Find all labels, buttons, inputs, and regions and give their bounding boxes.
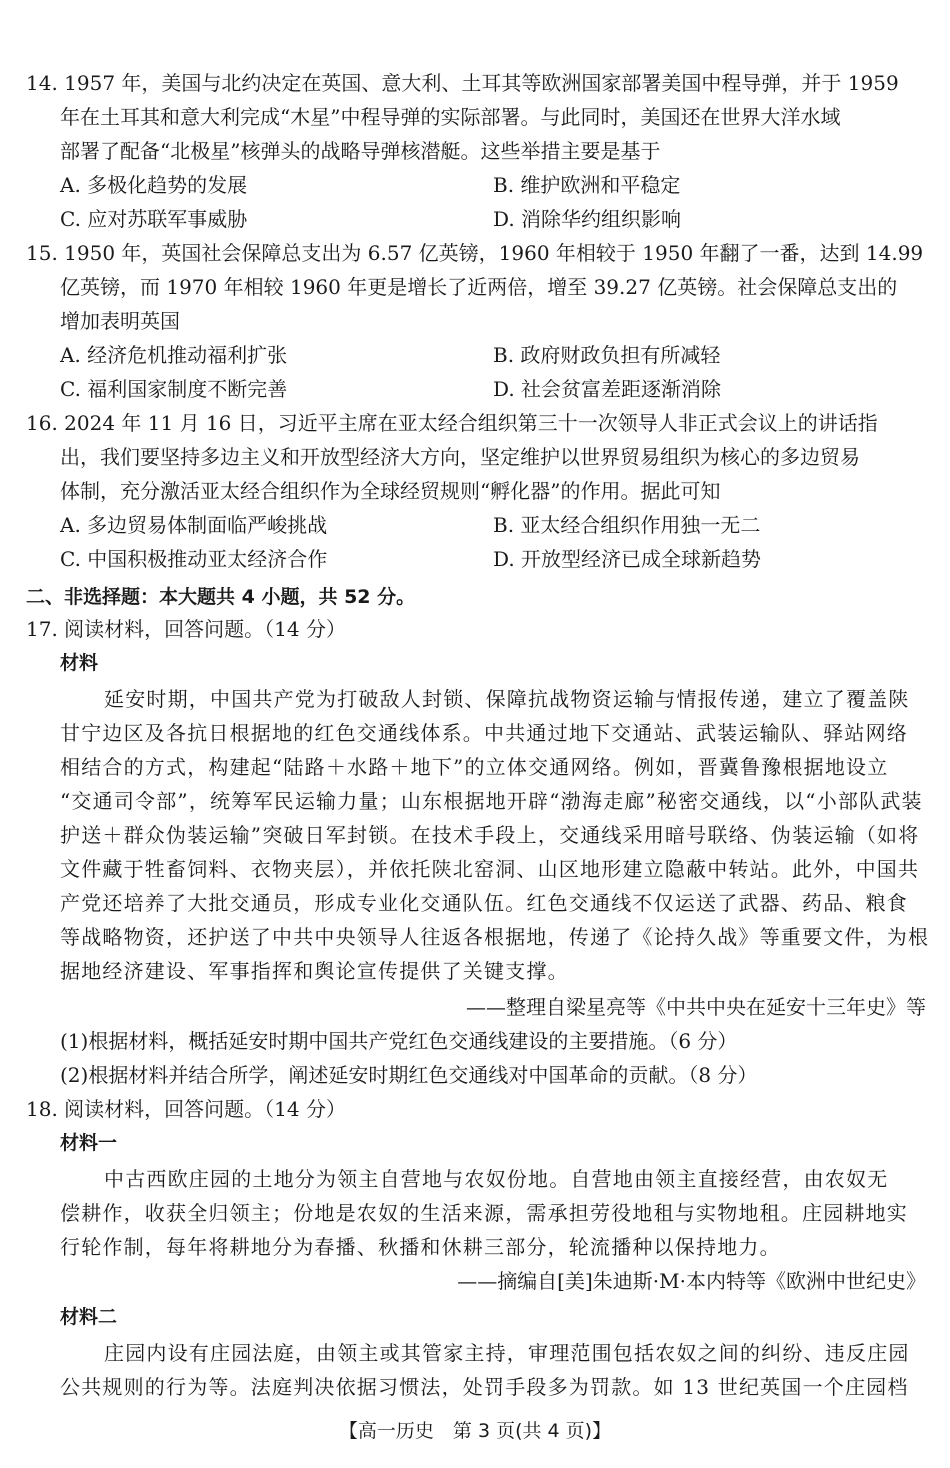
q16-line-2: 出，我们要坚持多边主义和开放型经济大方向，坚定维护以世界贸易组织为核心的多边贸易 — [60, 445, 860, 469]
q17-para-line-1: 延安时期，中国共产党为打破敌人封锁、保障抗战物资运输与情报传递，建立了覆盖陕 — [104, 687, 910, 711]
q18-para2-line-2: 公共规则的行为等。法庭判决依据习惯法，处罚手段多为罚款。如 13 世纪英国一个庄园档 — [60, 1375, 909, 1399]
q15-line-3: 增加表明英国 — [60, 309, 180, 333]
q15-option-c: C. 福利国家制度不断完善 — [60, 377, 288, 401]
q16-option-b: B. 亚太经合组织作用独一无二 — [493, 513, 761, 537]
q18-para1-line-1: 中古西欧庄园的土地分为领主自营地与农奴份地。自营地由领主直接经营，由农奴无 — [104, 1167, 889, 1191]
q14-line-3: 部署了配备“北极星”核弹头的战略导弹核潜艇。这些举措主要是基于 — [60, 139, 661, 163]
q17-para-line-9: 据地经济建设、军事指挥和舆论宣传提供了关键支撑。 — [60, 959, 569, 983]
q17-para-line-4: “交通司令部”，统筹军民运输力量；山东根据地开辟“渤海走廊”秘密交通线，以“小部队武装 — [60, 789, 923, 813]
q14-option-b: B. 维护欧洲和平稳定 — [493, 173, 681, 197]
q18-para2-line-1: 庄园内设有庄园法庭，由领主或其管家主持，审理范围包括农奴之间的纠纷、违反庄园 — [104, 1341, 910, 1365]
q17-para-line-2: 甘宁边区及各抗日根据地的红色交通线体系。中共通过地下交通站、武装运输队、驿站网络 — [60, 721, 908, 745]
q17-heading: 17. 阅读材料，回答问题。（14 分） — [26, 617, 346, 641]
page-footer: 【高一历史 第 3 页(共 4 页)】 — [338, 1420, 612, 1442]
q18-para1-line-3: 行轮作制，每年将耕地分为春播、秋播和休耕三部分，轮流播种以保持地力。 — [60, 1235, 781, 1259]
q16-option-a: A. 多边贸易体制面临严峻挑战 — [60, 513, 328, 537]
q17-para-line-5: 护送＋群众伪装运输”突破日军封锁。在技术手段上，交通线采用暗号联络、伪装运输（如将 — [60, 823, 920, 847]
q17-material-label: 材料 — [60, 652, 99, 674]
q15-option-b: B. 政府财政负担有所减轻 — [493, 343, 721, 367]
q14-option-d: D. 消除华约组织影响 — [493, 207, 682, 231]
q14-option-a: A. 多极化趋势的发展 — [60, 173, 248, 197]
q18-source-1: ——摘编自[美]朱迪斯·M·本内特等《欧洲中世纪史》 — [457, 1269, 926, 1293]
q14-line-2: 年在土耳其和意大利完成“木星”中程导弹的实际部署。与此同时，美国还在世界大洋水域 — [60, 105, 841, 129]
q16-option-d: D. 开放型经济已成全球新趋势 — [493, 547, 762, 571]
q17-para-line-3: 相结合的方式，构建起“陆路＋水路＋地下”的立体交通网络。例如，晋冀鲁豫根据地设立 — [60, 755, 889, 779]
q16-line-3: 体制，充分激活亚太经合组织作为全球经贸规则“孵化器”的作用。据此可知 — [60, 479, 721, 503]
q16-option-c: C. 中国积极推动亚太经济合作 — [60, 547, 328, 571]
q15-line-2: 亿英镑，而 1970 年相较 1960 年更是增长了近两倍，增至 39.27 亿英镑。社会保障总支出的 — [60, 275, 898, 299]
q17-para-line-8: 等战略物资，还护送了中共中央领导人往返各根据地，传递了《论持久战》等重要文件，为根 — [60, 925, 930, 949]
q16-line-1: 16. 2024 年 11 月 16 日，习近平主席在亚太经合组织第三十一次领导人非正式会议上的讲话指 — [26, 411, 878, 435]
q14-line-1: 14. 1957 年，美国与北约决定在英国、意大利、土耳其等欧洲国家部署美国中程导弹，并于 1959 — [26, 71, 899, 95]
q18-material-1-label: 材料一 — [60, 1132, 118, 1154]
q18-para1-line-2: 偿耕作，收获全归领主；份地是农奴的生活来源，需承担劳役地租与实物地租。庄园耕地实 — [60, 1201, 908, 1225]
q15-line-1: 15. 1950 年，英国社会保障总支出为 6.57 亿英镑，1960 年相较于 1950 年翻了一番，达到 14.99 — [26, 241, 924, 265]
section-2-heading: 二、非选择题：本大题共 4 小题，共 52 分。 — [26, 586, 416, 608]
q18-material-2-label: 材料二 — [60, 1306, 118, 1328]
q17-para-line-7: 产党还培养了大批交通员，形成专业化交通队伍。红色交通线不仅运送了武器、药品、粮食 — [60, 891, 908, 915]
q17-source: ——整理自梁星亮等《中共中央在延安十三年史》等 — [466, 995, 926, 1019]
q15-option-a: A. 经济危机推动福利扩张 — [60, 343, 288, 367]
q14-option-c: C. 应对苏联军事威胁 — [60, 207, 248, 231]
q17-subquestion-1: (1)根据材料，概括延安时期中国共产党红色交通线建设的主要措施。（6 分） — [60, 1029, 738, 1053]
q18-heading: 18. 阅读材料，回答问题。（14 分） — [26, 1097, 346, 1121]
q17-subquestion-2: (2)根据材料并结合所学，阐述延安时期红色交通线对中国革命的贡献。（8 分） — [60, 1063, 758, 1087]
q15-option-d: D. 社会贫富差距逐渐消除 — [493, 377, 722, 401]
q17-para-line-6: 文件藏于牲畜饲料、衣物夹层），并依托陕北窑洞、山区地形建立隐蔽中转站。此外，中国共 — [60, 857, 920, 881]
